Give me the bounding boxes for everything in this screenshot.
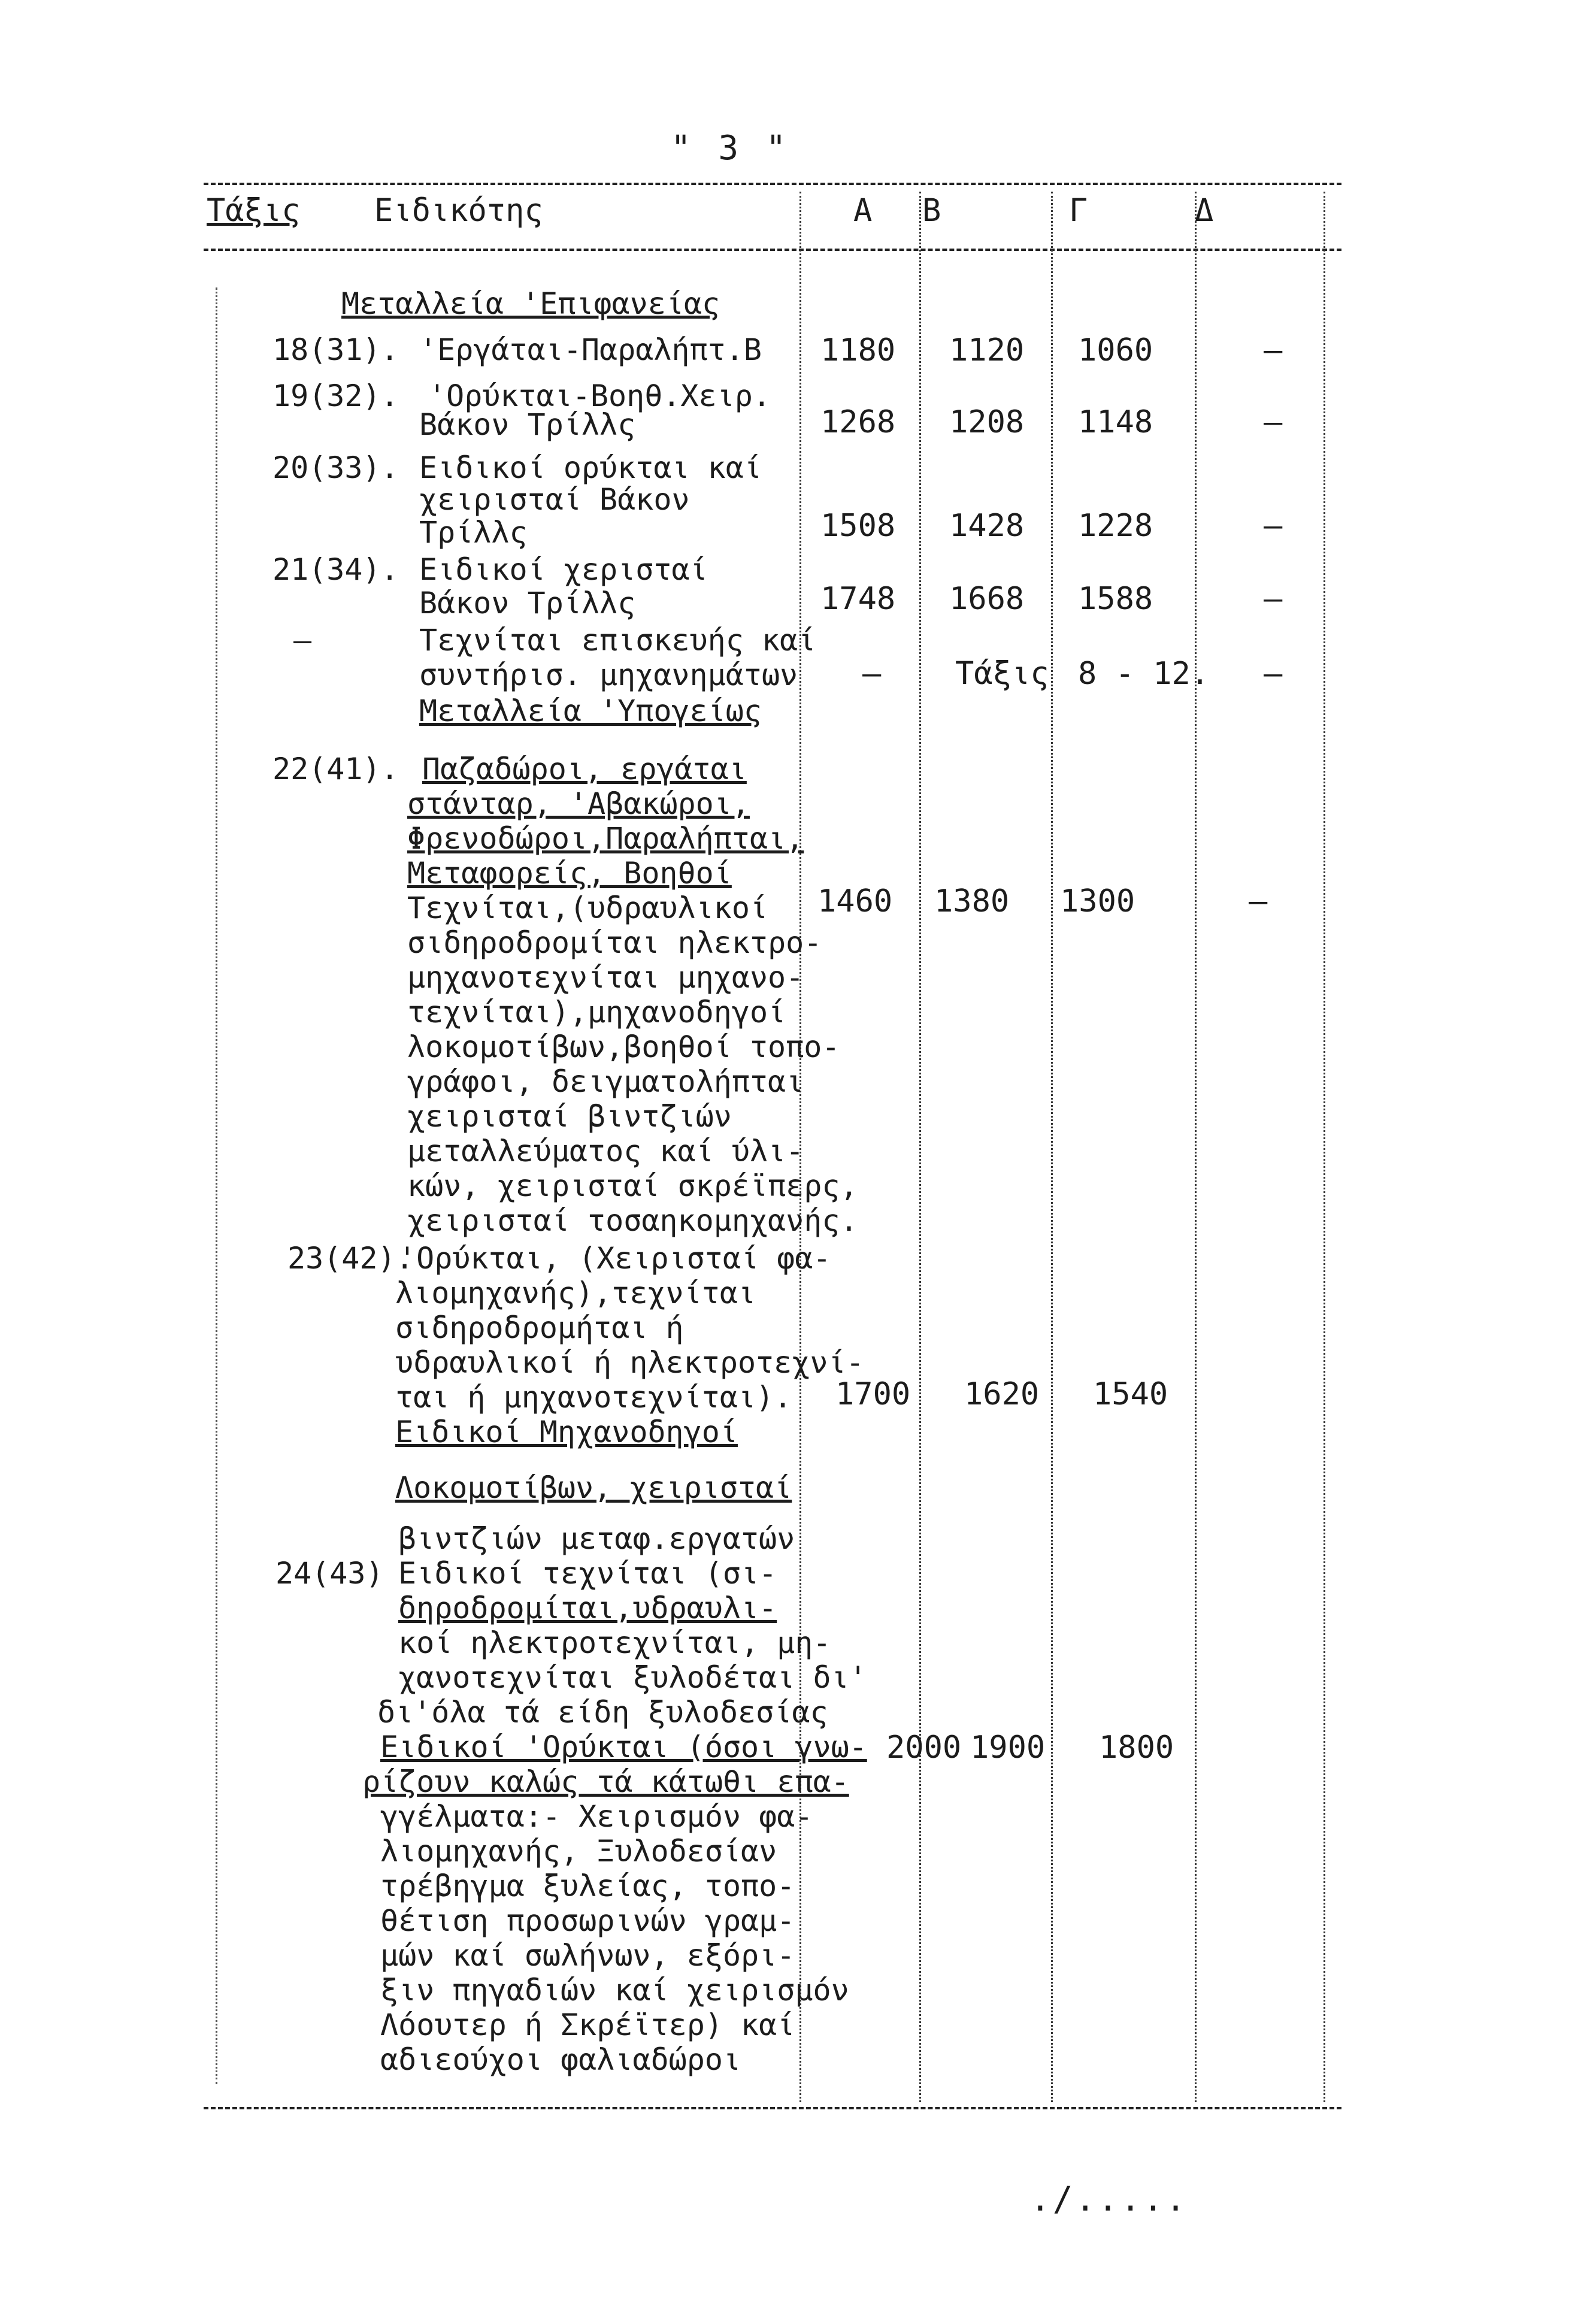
row-text: Ειδικοί τεχνίται (σι- bbox=[398, 1556, 777, 1591]
value-g: 1228 bbox=[1078, 508, 1153, 544]
row-text: Ειδικοί ορύκται καί bbox=[419, 450, 762, 485]
row-text: ξιν πηγαδιών καί χειρισμόν bbox=[380, 1973, 849, 2008]
value-a: 1268 bbox=[820, 404, 896, 440]
value-d: – bbox=[1264, 404, 1283, 440]
value-a: 1180 bbox=[820, 332, 896, 368]
value-b: 1208 bbox=[949, 404, 1025, 440]
row-text: 'Ορύκται, (Χειρισταί φα- bbox=[398, 1241, 831, 1276]
row-text: μεταλλεύματος καί ύλι- bbox=[407, 1134, 804, 1168]
row-text: θέτιση προσωρινών γραμ- bbox=[380, 1903, 795, 1938]
row-text: Μεταφορείς, Βοηθοί bbox=[407, 856, 732, 891]
row-number: 18(31). bbox=[272, 332, 399, 367]
row-text: τεχνίται),μηχανοδηγοί bbox=[407, 995, 786, 1030]
page-number: " 3 " bbox=[671, 129, 790, 168]
value-d: – bbox=[1249, 883, 1268, 919]
row-text: μηχανοτεχνίται μηχανο- bbox=[407, 960, 804, 995]
row-text: Βάκον Τρίλλς bbox=[419, 586, 636, 620]
column-header-d: Δ bbox=[1195, 193, 1214, 229]
value-g: 1588 bbox=[1078, 581, 1153, 617]
row-text: χειρισταί βιντζιών bbox=[407, 1099, 732, 1134]
row-text: Τεχνίται,(υδραυλικοί bbox=[407, 891, 768, 925]
column-header-taxis: Τάξις bbox=[207, 193, 301, 229]
value-g: 1800 bbox=[1099, 1730, 1174, 1766]
value-g: 8 - 12. bbox=[1078, 656, 1210, 692]
value-d: – bbox=[1264, 332, 1283, 368]
left-margin-dots bbox=[216, 287, 217, 2084]
column-header-g: Γ bbox=[1069, 193, 1088, 229]
value-b: 1900 bbox=[970, 1730, 1046, 1766]
value-b: 1668 bbox=[949, 581, 1025, 617]
row-text: γράφοι, δειγματολήπται bbox=[407, 1064, 804, 1099]
row-text: υδραυλικοί ή ηλεκτροτεχνί- bbox=[395, 1345, 864, 1380]
row-text: Ειδικοί Μηχανοδηγοί bbox=[395, 1415, 738, 1449]
row-text: γγέλματα:- Χειρισμόν φα- bbox=[380, 1799, 813, 1834]
row-text: στάνταρ, 'Αβακώροι, bbox=[407, 786, 750, 821]
row-text: Λόουτερ ή Σκρέϊτερ) καί bbox=[380, 2008, 795, 2042]
value-b: 1620 bbox=[964, 1376, 1040, 1412]
value-a: – bbox=[862, 656, 882, 692]
row-text: τρέβηγμα ξυλείας, τοπο- bbox=[380, 1869, 795, 1903]
row-text: χειρισταί Βάκον bbox=[419, 482, 690, 517]
value-g: 1540 bbox=[1093, 1376, 1168, 1412]
column-divider bbox=[1324, 192, 1325, 2102]
value-a: 1748 bbox=[820, 581, 896, 617]
column-divider bbox=[1051, 192, 1053, 2102]
row-text: 'Ορύκται-Βοηθ.Χειρ. bbox=[428, 379, 771, 413]
section-heading-surface: Μεταλλεία 'Επιφανείας bbox=[341, 286, 720, 321]
row-text: Ειδικοί 'Ορύκται (όσοι γνω- bbox=[380, 1730, 867, 1764]
column-divider bbox=[919, 192, 921, 2102]
row-number: 21(34). bbox=[272, 552, 399, 587]
row-text: σιδηροδρομήται ή bbox=[395, 1310, 684, 1345]
value-g: 1148 bbox=[1078, 404, 1153, 440]
column-header-b: Β bbox=[922, 193, 941, 229]
value-d: – bbox=[1264, 656, 1283, 692]
column-header-a: Α bbox=[853, 193, 873, 229]
row-text: κοί ηλεκτροτεχνίται, μη- bbox=[398, 1625, 831, 1660]
row-number: 19(32). bbox=[272, 379, 399, 413]
row-text: χανοτεχνίται ξυλοδέται δι' bbox=[398, 1660, 867, 1695]
row-text: σιδηροδρομίται ηλεκτρο- bbox=[407, 925, 822, 960]
value-a: 2000 bbox=[886, 1730, 962, 1766]
row-text: λοκομοτίβων,βοηθοί τοπο- bbox=[407, 1030, 840, 1064]
row-number: 22(41). bbox=[272, 752, 399, 786]
value-a: 1460 bbox=[817, 883, 893, 919]
row-text: ται ή μηχανοτεχνίται). bbox=[395, 1380, 792, 1415]
row-text: συντήρισ. μηχανημάτων bbox=[419, 658, 798, 692]
row-text: 'Εργάται-Παραλήπτ.Β bbox=[419, 332, 762, 367]
value-a: 1508 bbox=[820, 508, 896, 544]
continuation-mark: ./..... bbox=[1030, 2180, 1189, 2219]
row-text: Βάκον Τρίλλς bbox=[419, 407, 636, 442]
row-text: δι'όλα τά είδη ξυλοδεσίας bbox=[377, 1695, 828, 1730]
row-text: Λοκομοτίβων, χειρισταί bbox=[395, 1470, 792, 1505]
table-header-rule bbox=[204, 249, 1341, 251]
value-d: – bbox=[1264, 508, 1283, 544]
row-text: μών καί σωλήνων, εξόρι- bbox=[380, 1938, 795, 1973]
value-b: 1428 bbox=[949, 508, 1025, 544]
column-divider bbox=[1195, 192, 1197, 2102]
row-text: ρίζουν καλώς τά κάτωθι επα- bbox=[362, 1764, 849, 1799]
row-text: χειρισταί τοσαηκομηχανής. bbox=[407, 1203, 858, 1238]
row-number: 20(33). bbox=[272, 450, 399, 485]
table-bottom-rule bbox=[204, 2107, 1341, 2109]
value-b: 1380 bbox=[934, 883, 1010, 919]
section-heading-underground: Μεταλλεία 'Υπογείως bbox=[419, 694, 762, 728]
row-number: 24(43) bbox=[275, 1556, 384, 1591]
value-b: Τάξις bbox=[955, 656, 1049, 692]
row-text: Ειδικοί χερισταί bbox=[419, 552, 708, 587]
row-text: Φρενοδώροι,Παραλήπται, bbox=[407, 821, 804, 856]
row-text: Τρίλλς bbox=[419, 515, 528, 550]
row-text: Τεχνίται επισκευής καί bbox=[419, 623, 816, 658]
row-text: βιντζιών μεταφ.εργατών bbox=[398, 1521, 795, 1556]
row-number: 23(42). bbox=[287, 1241, 414, 1276]
row-text: Παζαδώροι, εργάται bbox=[422, 752, 747, 786]
row-text: λιομηχανής, Ξυλοδεσίαν bbox=[380, 1834, 777, 1869]
column-header-eidikotis: Ειδικότης bbox=[374, 193, 543, 229]
value-d: – bbox=[1264, 581, 1283, 617]
value-g: 1060 bbox=[1078, 332, 1153, 368]
row-number: – bbox=[293, 623, 312, 658]
value-g: 1300 bbox=[1060, 883, 1135, 919]
table-top-rule bbox=[204, 183, 1341, 185]
value-b: 1120 bbox=[949, 332, 1025, 368]
row-text: λιομηχανής),τεχνίται bbox=[395, 1276, 756, 1310]
row-text: αδιεούχοι φαλιαδώροι bbox=[380, 2042, 741, 2077]
value-a: 1700 bbox=[835, 1376, 911, 1412]
row-text: κών, χειρισταί σκρέϊπερς, bbox=[407, 1168, 858, 1203]
row-text: δηροδρομίται,υδραυλι- bbox=[398, 1591, 777, 1625]
